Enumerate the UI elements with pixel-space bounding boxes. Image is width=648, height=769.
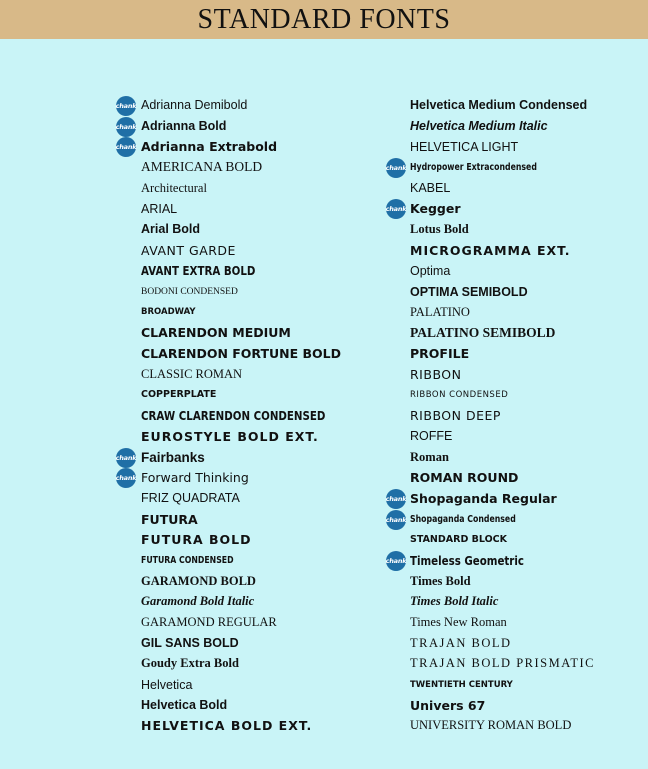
font-name-label: MICROGRAMMA EXT. — [410, 242, 571, 258]
font-name-label: STANDARD BLOCK — [410, 534, 507, 546]
font-name-label: CLARENDON FORTUNE BOLD — [141, 346, 342, 362]
font-name-label: FRIZ QUADRATA — [141, 491, 240, 506]
font-name-label: GARAMOND REGULAR — [141, 615, 277, 630]
font-name-label: HELVETICA BOLD EXT. — [141, 718, 313, 734]
header-banner — [0, 0, 648, 39]
chank-badge-icon: chank — [116, 96, 136, 116]
chank-badge-icon: chank — [386, 551, 406, 571]
font-name-label: FUTURA BOLD — [141, 532, 252, 548]
chank-badge-icon: chank — [386, 510, 406, 530]
font-name-label: Lotus Bold — [410, 221, 469, 236]
chank-badge-icon: chank — [386, 199, 406, 219]
font-name-label: CLARENDON MEDIUM — [141, 325, 291, 341]
font-name-label: RIBBON DEEP — [410, 408, 501, 424]
chank-badge-icon: chank — [386, 489, 406, 509]
font-name-label: HELVETICA LIGHT — [410, 139, 519, 154]
font-name-label: AVANT EXTRA BOLD — [141, 263, 256, 279]
font-name-label: AMERICANA BOLD — [141, 159, 263, 175]
chank-badge-icon: chank — [116, 117, 136, 137]
font-name-label: Fairbanks — [141, 449, 205, 465]
font-name-label: Adrianna Bold — [141, 119, 227, 134]
font-name-label: Arial Bold — [141, 222, 201, 237]
font-name-label: Optima — [410, 263, 451, 278]
font-name-label: Hydropower Extracondensed — [410, 161, 537, 173]
font-name-label: BROADWAY — [141, 307, 196, 318]
font-name-label: Kegger — [410, 201, 461, 217]
font-name-label: PROFILE — [410, 346, 470, 362]
font-name-label: Adrianna Demibold — [141, 98, 248, 113]
font-name-label: Helvetica Medium Condensed — [410, 98, 588, 113]
font-name-label: BODONI CONDENSED — [141, 286, 238, 297]
font-name-label: CLASSIC ROMAN — [141, 366, 243, 381]
font-name-label: TWENTIETH CENTURY — [410, 679, 513, 690]
font-name-label: Shopaganda Condensed — [410, 513, 516, 525]
font-name-label: Adrianna Extrabold — [141, 139, 278, 155]
font-name-label: FUTURA — [141, 511, 198, 527]
font-name-label: TRAJAN BOLD PRISMATIC — [410, 656, 595, 671]
font-name-label: GIL SANS BOLD — [141, 636, 239, 651]
font-name-label: Timeless Geometric — [410, 552, 524, 568]
font-name-label: AVANT GARDE — [141, 242, 236, 258]
font-name-label: TRAJAN BOLD — [410, 635, 512, 650]
font-name-label: Times New Roman — [410, 615, 507, 630]
chank-badge-icon: chank — [386, 158, 406, 178]
font-name-label: ROMAN ROUND — [410, 470, 519, 486]
font-name-label: Garamond Bold Italic — [141, 594, 255, 609]
chank-badge-icon: chank — [116, 448, 136, 468]
font-name-label: Helvetica — [141, 677, 193, 692]
font-name-label: Times Bold — [410, 573, 471, 588]
chank-badge-icon: chank — [116, 137, 136, 157]
font-name-label: Goudy Extra Bold — [141, 656, 239, 671]
chank-badge-icon: chank — [116, 468, 136, 488]
font-name-label: Shopaganda Regular — [410, 490, 557, 506]
font-name-label: PALATINO — [410, 304, 470, 319]
font-name-label: Times Bold Italic — [410, 594, 499, 609]
font-name-label: RIBBON — [410, 366, 462, 382]
font-name-label: OPTIMA SEMIBOLD — [410, 284, 528, 299]
font-name-label: KABEL — [410, 181, 451, 196]
font-name-label: Helvetica Bold — [141, 698, 228, 713]
font-name-label: GARAMOND BOLD — [141, 573, 256, 588]
page-title: STANDARD FONTS — [197, 3, 451, 35]
font-name-label: CRAW CLARENDON CONDENSED — [141, 408, 326, 424]
font-name-label: Helvetica Medium Italic — [410, 119, 548, 134]
font-name-label: UNIVERSITY ROMAN BOLD — [410, 718, 572, 733]
font-name-label: ARIAL — [141, 201, 178, 216]
font-name-label: Univers 67 — [410, 697, 486, 713]
font-name-label: COPPERPLATE — [141, 389, 217, 401]
font-name-label: FUTURA CONDENSED — [141, 554, 234, 566]
font-name-label: Architectural — [141, 180, 207, 195]
font-name-label: ROFFE — [410, 429, 453, 444]
font-name-label: RIBBON CONDENSED — [410, 389, 509, 400]
font-name-label: Roman — [410, 449, 449, 464]
font-name-label: PALATINO SEMIBOLD — [410, 324, 556, 340]
font-name-label: EUROSTYLE BOLD EXT. — [141, 428, 319, 444]
font-name-label: Forward Thinking — [141, 470, 249, 486]
